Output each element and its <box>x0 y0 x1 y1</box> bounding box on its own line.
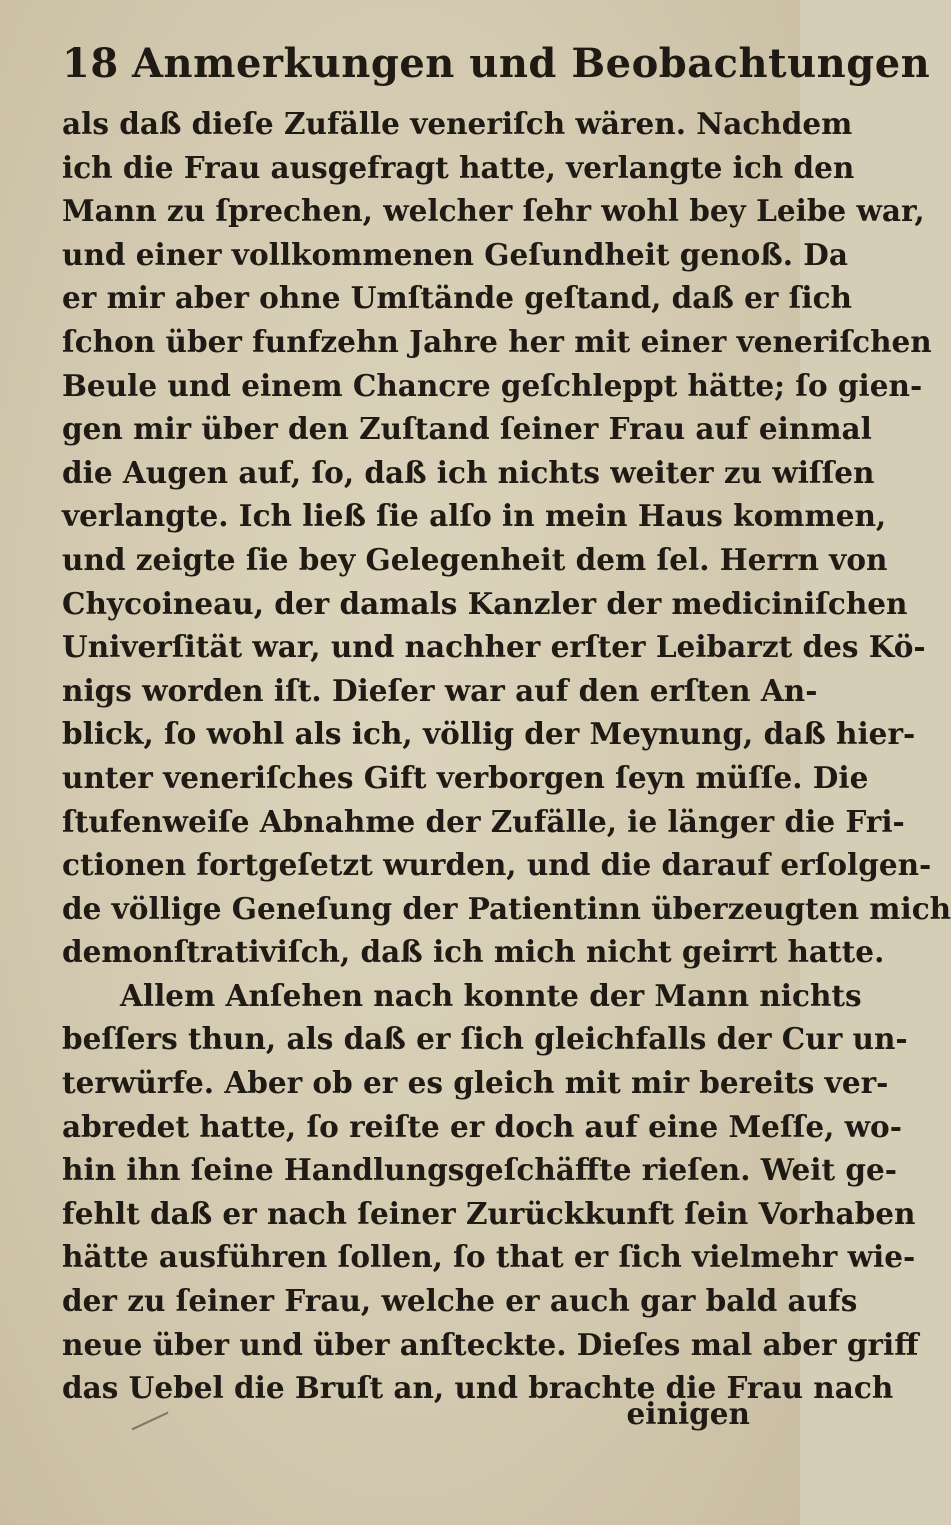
text-line: und zeigte ſie bey Gelegenheit dem ſel. Herrn von <box>62 541 888 577</box>
text-line: fehlt daß er nach ſeiner Zurückkunft ſein Vorhaben <box>62 1195 916 1231</box>
text-line: abredet hatte, ſo reiſte er doch auf eine Meſſe, wo- <box>62 1108 902 1144</box>
catchword: einigen <box>626 1396 750 1431</box>
text-line: Allem Anſehen nach konnte der Mann nichts <box>120 977 862 1013</box>
text-line: gen mir über den Zuſtand ſeiner Frau auf einmal <box>62 411 872 447</box>
text-line: Chycoineau, der damals Kanzler der mediciniſchen <box>62 585 908 621</box>
page-number: 18 <box>62 40 119 87</box>
text-line: ſchon über funfzehn Jahre her mit einer veneriſchen <box>62 323 932 359</box>
text-line: terwürfe. Aber ob er es gleich mit mir bereits ver- <box>62 1065 889 1101</box>
text-line: nigs worden iſt. Dieſer war auf den erſten An- <box>62 672 818 708</box>
text-line: und einer vollkommenen Geſundheit genoß. Da <box>62 236 848 272</box>
text-line: Mann zu ſprechen, welcher ſehr wohl bey Leibe war, <box>62 193 925 229</box>
text-line: der zu ſeiner Frau, welche er auch gar bald aufs <box>62 1283 858 1319</box>
text-line: ctionen fortgeſetzt wurden, und die darauf erſolgen- <box>62 847 932 883</box>
text-line: neue über und über anſteckte. Dieſes mal aber griff <box>62 1326 919 1362</box>
text-line: de völlige Geneſung der Patientinn überzeugten mich <box>62 890 951 926</box>
text-line: er mir aber ohne Umſtände geſtand, daß er ſich <box>62 280 852 316</box>
running-head: Anmerkungen und Beobachtungen <box>132 40 931 87</box>
text-line: ich die Frau ausgefragt hatte, verlangte ich den <box>62 149 855 185</box>
text-line: Univerſität war, und nachher erſter Leibarzt des Kö- <box>62 629 926 665</box>
text-line: die Augen auf, ſo, daß ich nichts weiter zu wiſſen <box>62 454 875 490</box>
body-text <box>62 102 951 1410</box>
text-line: als daß dieſe Zufälle veneriſch wären. Nachdem <box>62 106 853 141</box>
text-line: blick, ſo wohl als ich, völlig der Meynung, daß hier- <box>62 716 916 752</box>
text-line: Beule und einem Chancre geſchleppt hätte; ſo gien- <box>62 367 923 403</box>
text-line: demonſtrativiſch, daß ich mich nicht geirrt hatte. <box>62 934 885 970</box>
text-line: beſſers thun, als daß er ſich gleichfalls der Cur un- <box>62 1021 908 1057</box>
text-line: hätte ausführen ſollen, ſo that er ſich vielmehr wie- <box>62 1239 916 1275</box>
text-line: verlangte. Ich ließ ſie alſo in mein Haus kommen, <box>62 498 887 534</box>
ink-smudge <box>131 1412 168 1431</box>
text-line: unter veneriſches Gift verborgen ſeyn müſſe. Die <box>62 759 869 795</box>
text-line: ſtufenweiſe Abnahme der Zufälle, ie länger die Fri- <box>62 803 905 839</box>
text-line: das Uebel die Bruſt an, und brachte die Frau nach <box>62 1370 894 1406</box>
text-line: hin ihn ſeine Handlungsgeſchäffte rieſen. Weit ge- <box>62 1152 897 1188</box>
page-header <box>62 40 931 100</box>
